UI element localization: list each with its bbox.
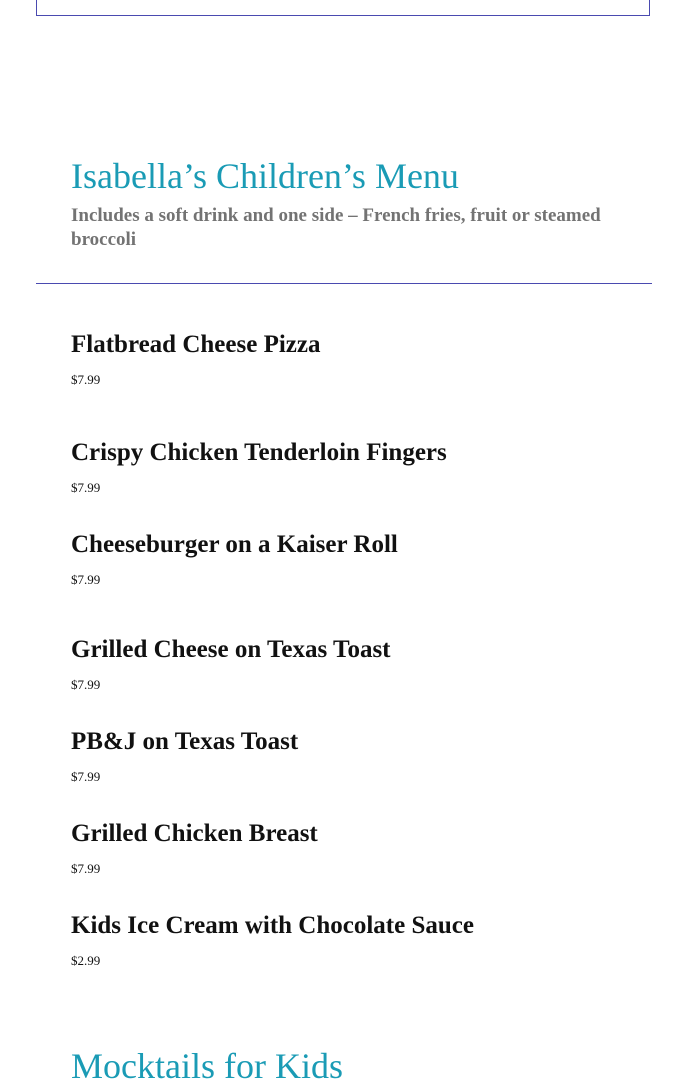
menu-item	[71, 530, 651, 588]
item-name: PB&J on Texas Toast	[71, 728, 299, 755]
item-price: $2.99	[71, 953, 101, 968]
item-price: $7.99	[71, 861, 101, 876]
item-name: Crispy Chicken Tenderloin Fingers	[71, 439, 447, 466]
item-price: $7.99	[71, 572, 101, 587]
item-name: Grilled Cheese on Texas Toast	[71, 636, 391, 663]
item-price: $7.99	[71, 769, 101, 784]
menu-item	[71, 635, 651, 693]
childrens-menu-subtitle: Includes a soft drink and one side – French fries, fruit or steamed broccoli	[71, 205, 601, 250]
childrens-menu-title: Isabella’s Children’s Menu	[71, 156, 459, 196]
item-name: Cheeseburger on a Kaiser Roll	[71, 531, 398, 558]
menu-item	[71, 330, 651, 388]
item-name: Kids Ice Cream with Chocolate Sauce	[71, 912, 474, 939]
menu-item	[71, 438, 651, 496]
mocktails-title: Mocktails for Kids	[71, 1046, 343, 1084]
item-price: $7.99	[71, 372, 101, 387]
menu-item	[71, 727, 651, 785]
menu-item	[71, 911, 651, 969]
item-price: $7.99	[71, 677, 101, 692]
item-name: Grilled Chicken Breast	[71, 820, 318, 847]
item-name: Flatbread Cheese Pizza	[71, 331, 321, 358]
item-price: $7.99	[71, 480, 101, 495]
section-divider	[36, 283, 652, 284]
menu-item	[71, 819, 651, 877]
previous-section-frame	[36, 0, 650, 16]
